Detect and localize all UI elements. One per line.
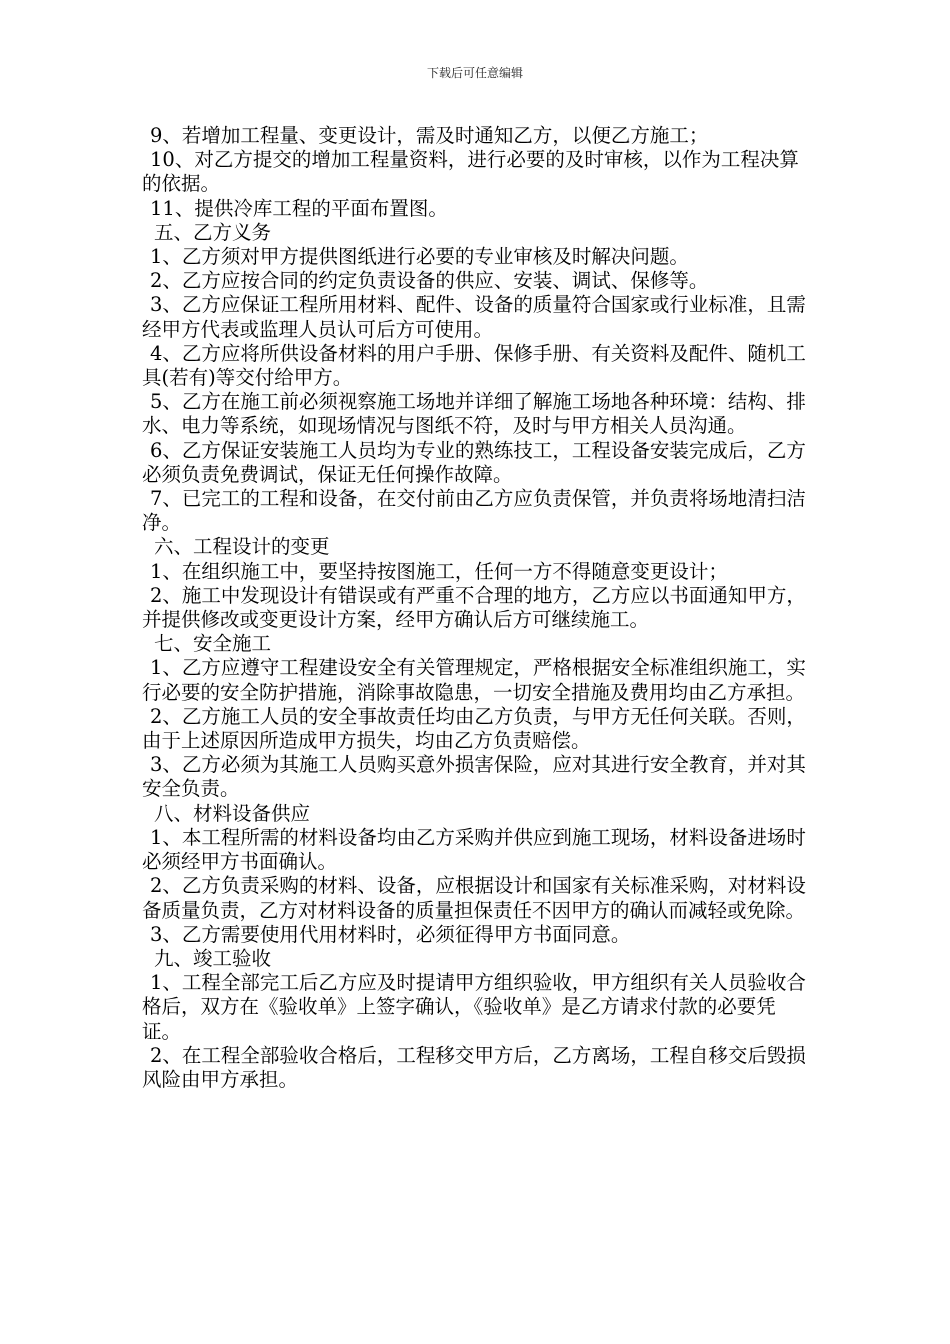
clause-5-3: 3、乙方应保证工程所用材料、配件、设备的质量符合国家或行业标准，且需经甲方代表或监理人员认可后方可使用。: [142, 293, 806, 341]
section-heading-5: 五、乙方义务: [154, 220, 272, 244]
clause-5-7: 7、已完工的工程和设备，在交付前由乙方应负责保管，并负责将场地清扫洁净。: [142, 487, 806, 535]
clause-5-5: 5、乙方在施工前必须视察施工场地并详细了解施工场地各种环境：结构、排水、电力等系统，如现场情况与图纸不符，及时与甲方相关人员沟通。: [142, 390, 806, 438]
clause-8-2: 2、乙方负责采购的材料、设备，应根据设计和国家有关标准采购，对材料设备质量负责，乙方对材料设备的质量担保责任不因甲方的确认而减轻或免除。: [142, 874, 806, 922]
clause-5-1: 1、乙方须对甲方提供图纸进行必要的专业审核及时解决问题。: [150, 245, 689, 269]
clause-9-1: 1、工程全部完工后乙方应及时提请甲方组织验收，甲方组织有关人员验收合格后，双方在《验收单》上签字确认，《验收单》是乙方请求付款的必要凭证。: [142, 971, 806, 1043]
clause-7-2: 2、乙方施工人员的安全事故责任均由乙方负责，与甲方无任何关联。否则，由于上述原因所造成甲方损失，均由乙方负责赔偿。: [142, 704, 806, 753]
clause-a-11: 11、提供冷库工程的平面布置图。: [150, 196, 448, 220]
document-body: [142, 124, 810, 1092]
section-heading-6: 六、工程设计的变更: [154, 535, 330, 559]
section-heading-8: 八、材料设备供应: [154, 801, 311, 825]
clause-a-10: 10、对乙方提交的增加工程量资料，进行必要的及时审核，以作为工程决算的依据。: [142, 148, 799, 196]
clause-7-1: 1、乙方应遵守工程建设安全有关管理规定，严格根据安全标准组织施工，实行必要的安全防护措施，消除事故隐患，一切安全措施及费用均由乙方承担。: [142, 656, 806, 704]
section-heading-7: 七、安全施工: [154, 632, 272, 656]
clause-8-3: 3、乙方需要使用代用材料时，必须征得甲方书面同意。: [150, 922, 631, 946]
section-heading-9: 九、竣工验收: [154, 946, 272, 970]
clause-6-2: 2、施工中发现设计有错误或有严重不合理的地方，乙方应以书面通知甲方，并提供修改或变更设计方案，经甲方确认后方可继续施工。: [142, 583, 806, 632]
clause-a-9: 9、若增加工程量、变更设计，需及时通知乙方，以便乙方施工；: [150, 124, 709, 147]
clause-9-2: 2、在工程全部验收合格后，工程移交甲方后，乙方离场，工程自移交后毁损风险由甲方承担。: [142, 1043, 806, 1091]
clause-5-6: 6、乙方保证安装施工人员均为专业的熟练技工，工程设备安装完成后，乙方必须负责免费调试，保证无任何操作故障。: [142, 438, 806, 486]
clause-5-2: 2、乙方应按合同的约定负责设备的供应、安装、调试、保修等。: [150, 269, 709, 293]
clause-5-4: 4、乙方应将所供设备材料的用户手册、保修手册、有关资料及配件、随机工具(若有)等交付给甲方。: [142, 341, 806, 390]
page-header: 下载后可任意编辑: [426, 66, 523, 80]
clause-8-1: 1、本工程所需的材料设备均由乙方采购并供应到施工现场，材料设备进场时必须经甲方书面确认。: [142, 825, 806, 874]
clause-7-3: 3、乙方必须为其施工人员购买意外损害保险，应对其进行安全教育，并对其安全负责。: [142, 753, 806, 801]
clause-6-1: 1、在组织施工中，要坚持按图施工，任何一方不得随意变更设计；: [150, 559, 728, 583]
